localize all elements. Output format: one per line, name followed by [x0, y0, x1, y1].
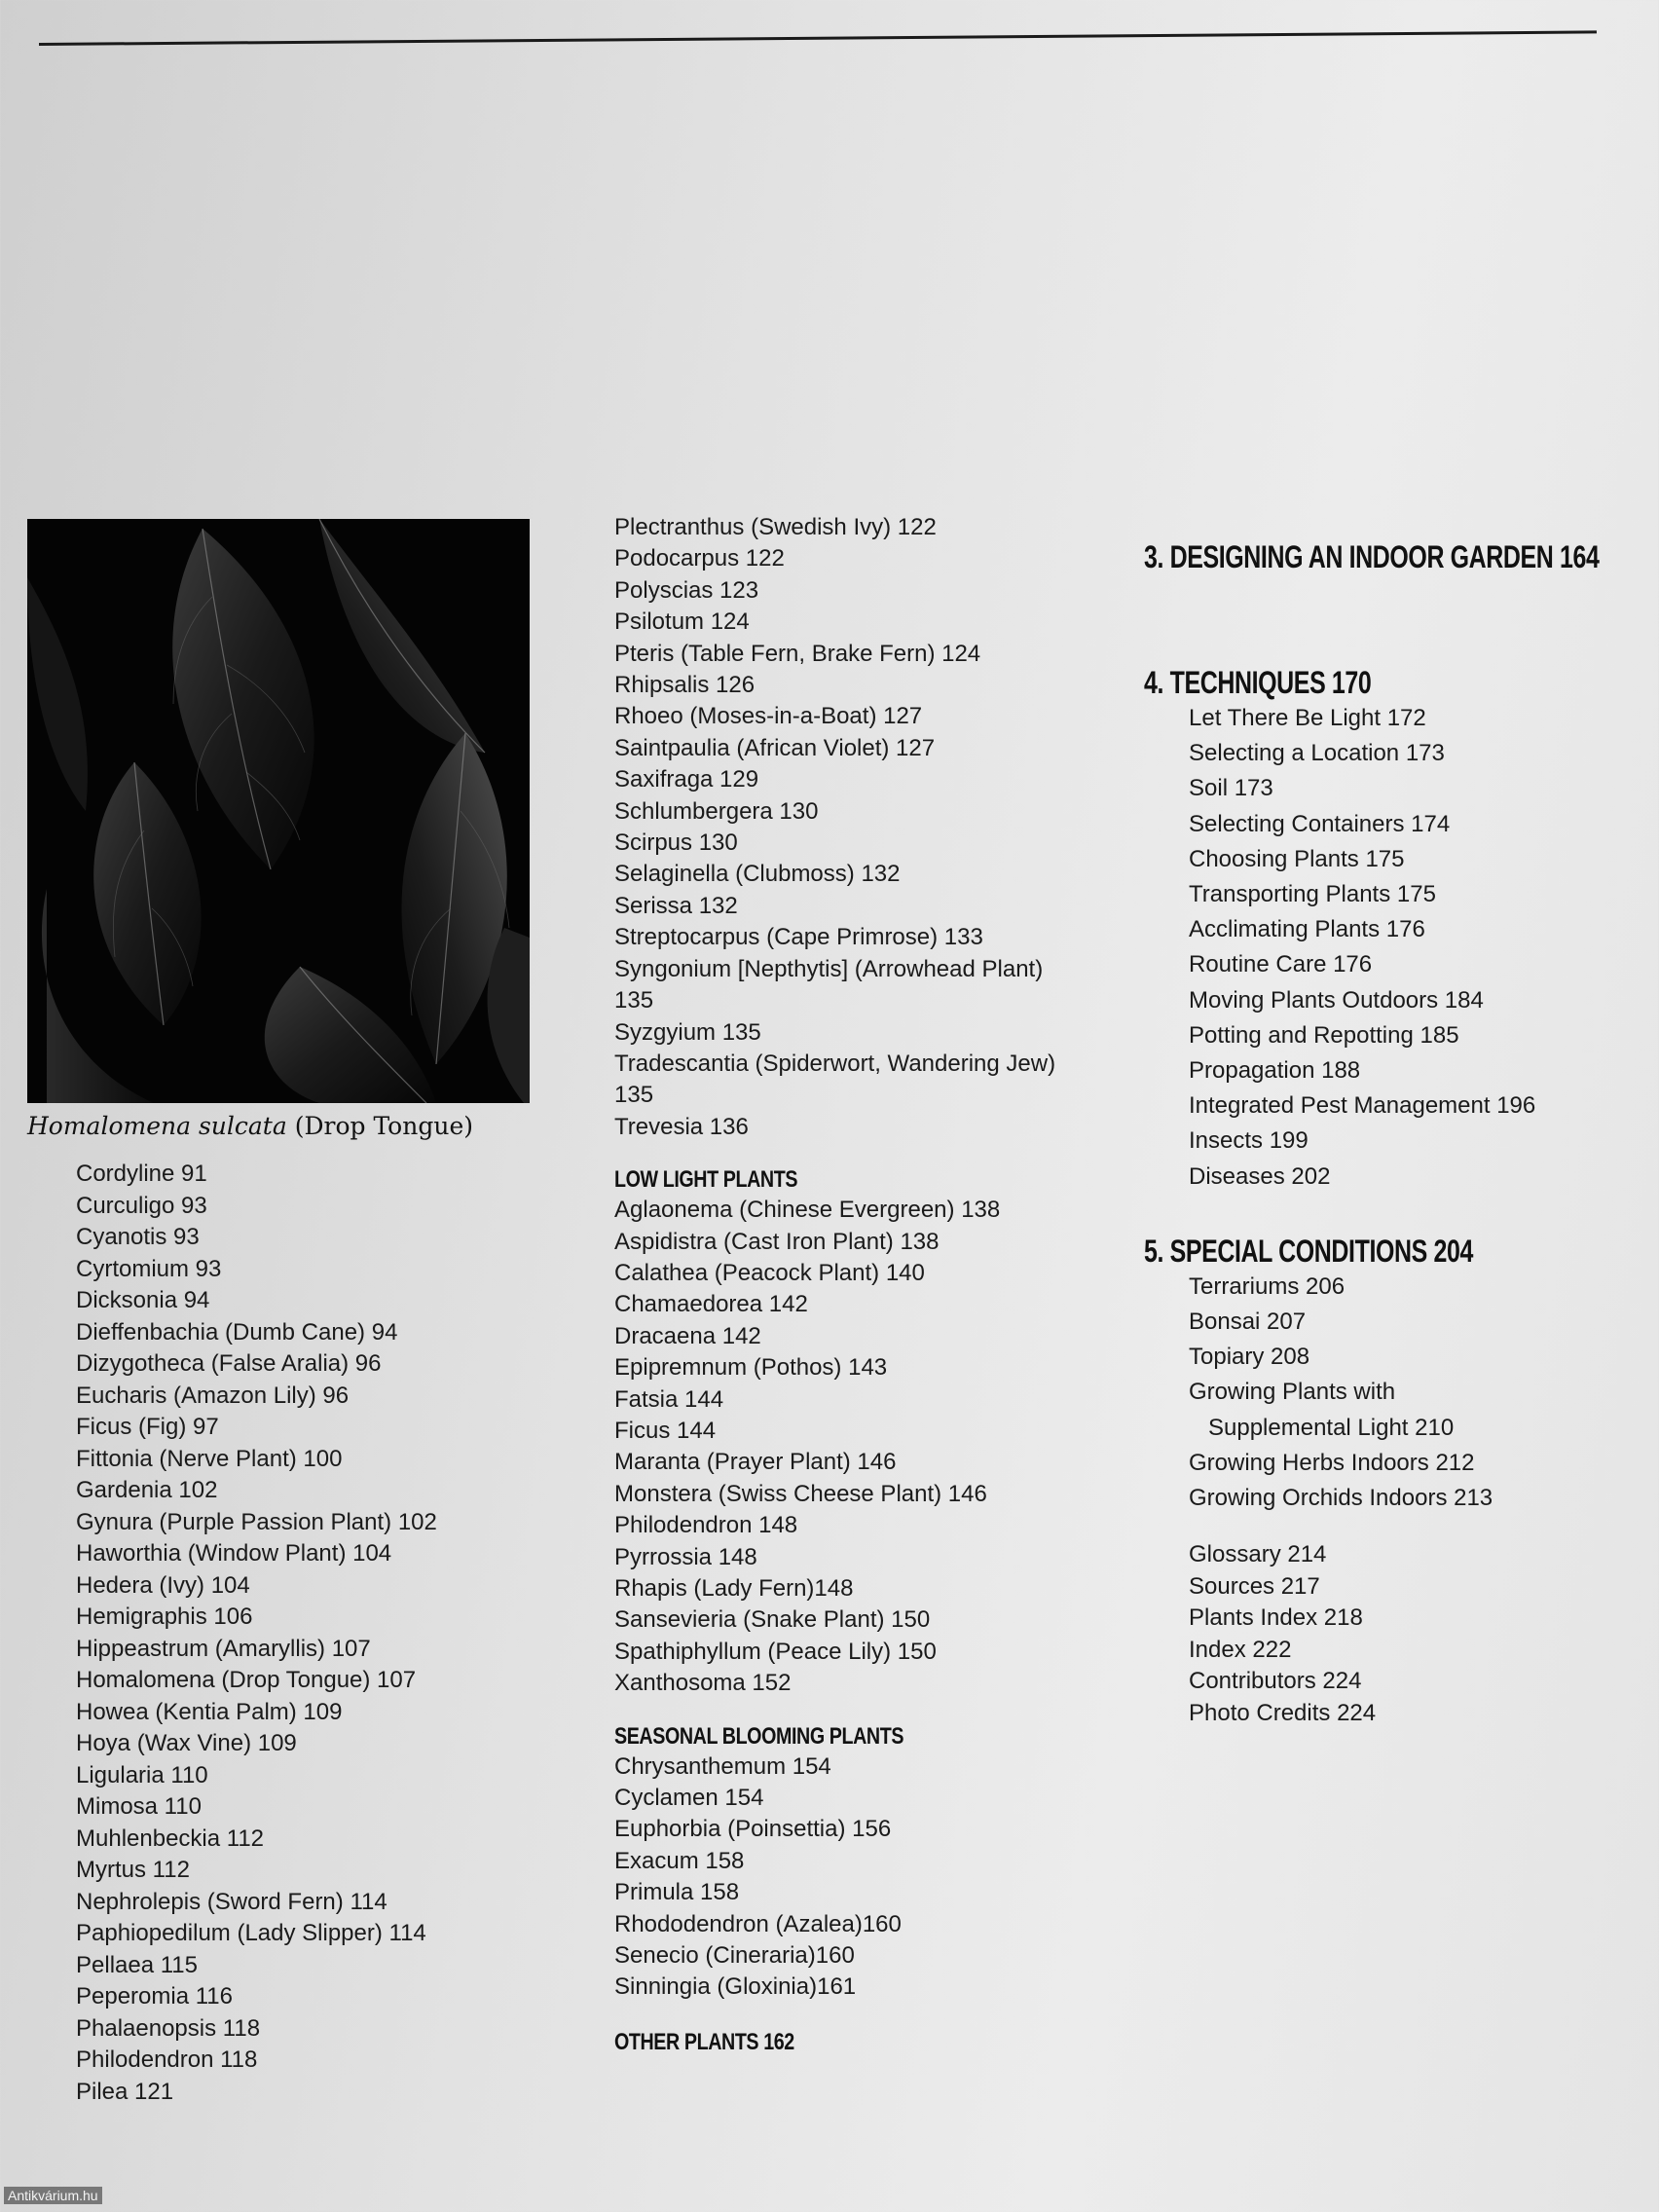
list-item: Choosing Plants 175	[1189, 845, 1405, 872]
list-item: Dicksonia 94	[76, 1287, 210, 1313]
other-plants-heading: OTHER PLANTS 162	[614, 2028, 794, 2055]
chapter-5-heading: 5. SPECIAL CONDITIONS 204	[1144, 1233, 1473, 1269]
list-item: Haworthia (Window Plant) 104	[76, 1540, 392, 1567]
list-item: Aspidistra (Cast Iron Plant) 138	[614, 1228, 940, 1255]
list-item: Dieffenbachia (Dumb Cane) 94	[76, 1318, 398, 1346]
list-item: Plectranthus (Swedish Ivy) 122	[614, 514, 937, 540]
list-item: Transporting Plants 175	[1189, 881, 1436, 908]
list-item: Plants Index 218	[1189, 1604, 1363, 1632]
list-item: Ligularia 110	[76, 1761, 208, 1788]
list-item: Routine Care 176	[1189, 951, 1373, 978]
list-item: Growing Plants with	[1189, 1379, 1396, 1406]
list-item: Gardenia 102	[76, 1477, 218, 1503]
list-item: Philodendron 118	[76, 2046, 258, 2073]
list-item: Psilotum 124	[614, 608, 750, 636]
list-item: Pyrrossia 148	[614, 1543, 757, 1570]
list-item: Rhapis (Lady Fern)148	[614, 1575, 854, 1602]
list-item: Sansevieria (Snake Plant) 150	[614, 1606, 931, 1634]
list-item: Hedera (Ivy) 104	[76, 1571, 250, 1599]
list-item: Rhoeo (Moses-in-a-Boat) 127	[614, 703, 923, 730]
list-item: Primula 158	[614, 1879, 740, 1906]
list-item: Glossary 214	[1189, 1541, 1327, 1568]
list-item: Photo Credits 224	[1189, 1699, 1377, 1726]
back-matter-list	[1144, 1539, 1659, 1729]
list-item: Philodendron 148	[614, 1512, 798, 1539]
list-item: Selecting a Location 173	[1189, 740, 1445, 767]
list-item: Syzgyium 135	[614, 1018, 761, 1046]
contents-column-3	[1144, 539, 1659, 1729]
list-item: Let There Be Light 172	[1189, 705, 1426, 731]
list-item: Hemigraphis 106	[76, 1604, 253, 1630]
list-item: Monstera (Swiss Cheese Plant) 146	[614, 1480, 987, 1507]
watermark: Antikvárium.hu	[4, 2187, 102, 2204]
chapter-3-heading: 3. DESIGNING AN INDOOR GARDEN 164	[1144, 539, 1600, 574]
plant-list-column-1	[76, 1159, 437, 2108]
plant-list-column-2	[614, 512, 1055, 2056]
list-item: Insects 199	[1189, 1127, 1309, 1155]
photo-caption	[27, 1112, 473, 1140]
list-item: Diseases 202	[1189, 1162, 1331, 1190]
bleed-through-shadow	[389, 51, 1149, 95]
list-item: Phalaenopsis 118	[76, 2014, 261, 2042]
list-item: Saxifraga 129	[614, 766, 759, 793]
list-item: Myrtus 112	[76, 1857, 190, 1883]
list-item: Senecio (Cineraria)160	[614, 1942, 855, 1970]
list-item: Aglaonema (Chinese Evergreen) 138	[614, 1197, 1001, 1224]
list-item: Streptocarpus (Cape Primrose) 133	[614, 924, 983, 951]
list-item: Cyrtomium 93	[76, 1255, 222, 1282]
list-item: Trevesia 136	[614, 1113, 749, 1140]
list-item: Potting and Repotting 185	[1189, 1021, 1459, 1049]
list-item: Curculigo 93	[76, 1192, 207, 1219]
list-item: Mimosa 110	[76, 1793, 202, 1820]
list-item: Cyanotis 93	[76, 1224, 200, 1250]
list-item: Hoya (Wax Vine) 109	[76, 1730, 297, 1756]
list-item: Rhipsalis 126	[614, 672, 756, 699]
list-item: Tradescantia (Spiderwort, Wandering Jew)	[614, 1050, 1056, 1077]
list-item: Acclimating Plants 176	[1189, 916, 1425, 943]
list-item: Epipremnum (Pothos) 143	[614, 1354, 888, 1382]
list-item: Propagation 188	[1189, 1057, 1361, 1085]
list-item: Chrysanthemum 154	[614, 1752, 831, 1780]
list-item: Sources 217	[1189, 1572, 1320, 1600]
top-rule	[39, 30, 1597, 46]
list-item: Selecting Containers 174	[1189, 810, 1451, 837]
list-item: Xanthosoma 152	[614, 1670, 792, 1697]
list-item: Peperomia 116	[76, 1983, 233, 2009]
list-item: Serissa 132	[614, 892, 738, 919]
plant-photo	[27, 519, 530, 1103]
chapter-4-heading: 4. TECHNIQUES 170	[1144, 665, 1372, 700]
list-item: Chamaedorea 142	[614, 1291, 808, 1318]
list-item: Index 222	[1189, 1636, 1292, 1663]
list-item: Homalomena (Drop Tongue) 107	[76, 1667, 417, 1693]
list-item: Pilea 121	[76, 2078, 174, 2105]
list-item: Sinningia (Gloxinia)161	[614, 1973, 857, 2001]
list-item: Terrariums 206	[1189, 1272, 1346, 1300]
list-item: Pellaea 115	[76, 1951, 198, 1978]
list-item: Cyclamen 154	[614, 1785, 764, 1812]
list-item: Schlumbergera 130	[614, 797, 819, 825]
list-item: Moving Plants Outdoors 184	[1189, 986, 1484, 1014]
list-item: Spathiphyllum (Peace Lily) 150	[614, 1638, 937, 1665]
list-item: Fittonia (Nerve Plant) 100	[76, 1445, 343, 1472]
list-item: Bonsai 207	[1189, 1309, 1307, 1336]
list-item: 135	[614, 1082, 654, 1109]
list-item: Growing Orchids Indoors 213	[1189, 1485, 1493, 1512]
list-item: Scirpus 130	[614, 830, 738, 857]
seasonal-blooming-plants-heading: SEASONAL BLOOMING PLANTS	[614, 1722, 904, 1750]
list-item: Podocarpus 122	[614, 545, 785, 572]
low-light-plants-heading: LOW LIGHT PLANTS	[614, 1166, 798, 1194]
list-item: Gynura (Purple Passion Plant) 102	[76, 1508, 437, 1535]
list-item: Contributors 224	[1189, 1668, 1362, 1695]
list-item: Supplemental Light 210	[1208, 1414, 1455, 1441]
list-item: Topiary 208	[1189, 1344, 1310, 1371]
list-item: Eucharis (Amazon Lily) 96	[76, 1382, 350, 1409]
list-item: Rhododendron (Azalea)160	[614, 1910, 902, 1937]
list-item: Howea (Kentia Palm) 109	[76, 1698, 343, 1725]
list-item: Cordyline 91	[76, 1161, 207, 1187]
list-item: Pteris (Table Fern, Brake Fern) 124	[614, 640, 981, 667]
list-item: Muhlenbeckia 112	[76, 1825, 265, 1852]
list-item: Saintpaulia (African Violet) 127	[614, 734, 936, 761]
list-item: Nephrolepis (Sword Fern) 114	[76, 1888, 387, 1915]
caption-scientific-name: Homalomena sulcata	[27, 1112, 287, 1140]
list-item: Maranta (Prayer Plant) 146	[614, 1449, 897, 1476]
list-item: Fatsia 144	[614, 1385, 724, 1413]
list-item: Ficus 144	[614, 1417, 717, 1444]
list-item: Selaginella (Clubmoss) 132	[614, 861, 901, 888]
list-item: Growing Herbs Indoors 212	[1189, 1449, 1475, 1476]
list-item: Dracaena 142	[614, 1322, 761, 1349]
list-item: Ficus (Fig) 97	[76, 1414, 219, 1440]
list-item: Calathea (Peacock Plant) 140	[614, 1259, 925, 1286]
list-item: 135	[614, 987, 654, 1014]
list-item: Exacum 158	[614, 1847, 745, 1874]
list-item: Euphorbia (Poinsettia) 156	[614, 1816, 892, 1843]
list-item: Integrated Pest Management 196	[1189, 1092, 1536, 1120]
list-item: Dizygotheca (False Aralia) 96	[76, 1350, 382, 1377]
caption-common-name: (Drop Tongue)	[294, 1112, 473, 1140]
list-item: Syngonium [Nepthytis] (Arrowhead Plant)	[614, 955, 1044, 982]
list-item: Paphiopedilum (Lady Slipper) 114	[76, 1920, 426, 1946]
list-item: Hippeastrum (Amaryllis) 107	[76, 1635, 371, 1662]
list-item: Polyscias 123	[614, 576, 759, 604]
leaf-illustration	[27, 519, 530, 1103]
list-item: Soil 173	[1189, 775, 1273, 802]
